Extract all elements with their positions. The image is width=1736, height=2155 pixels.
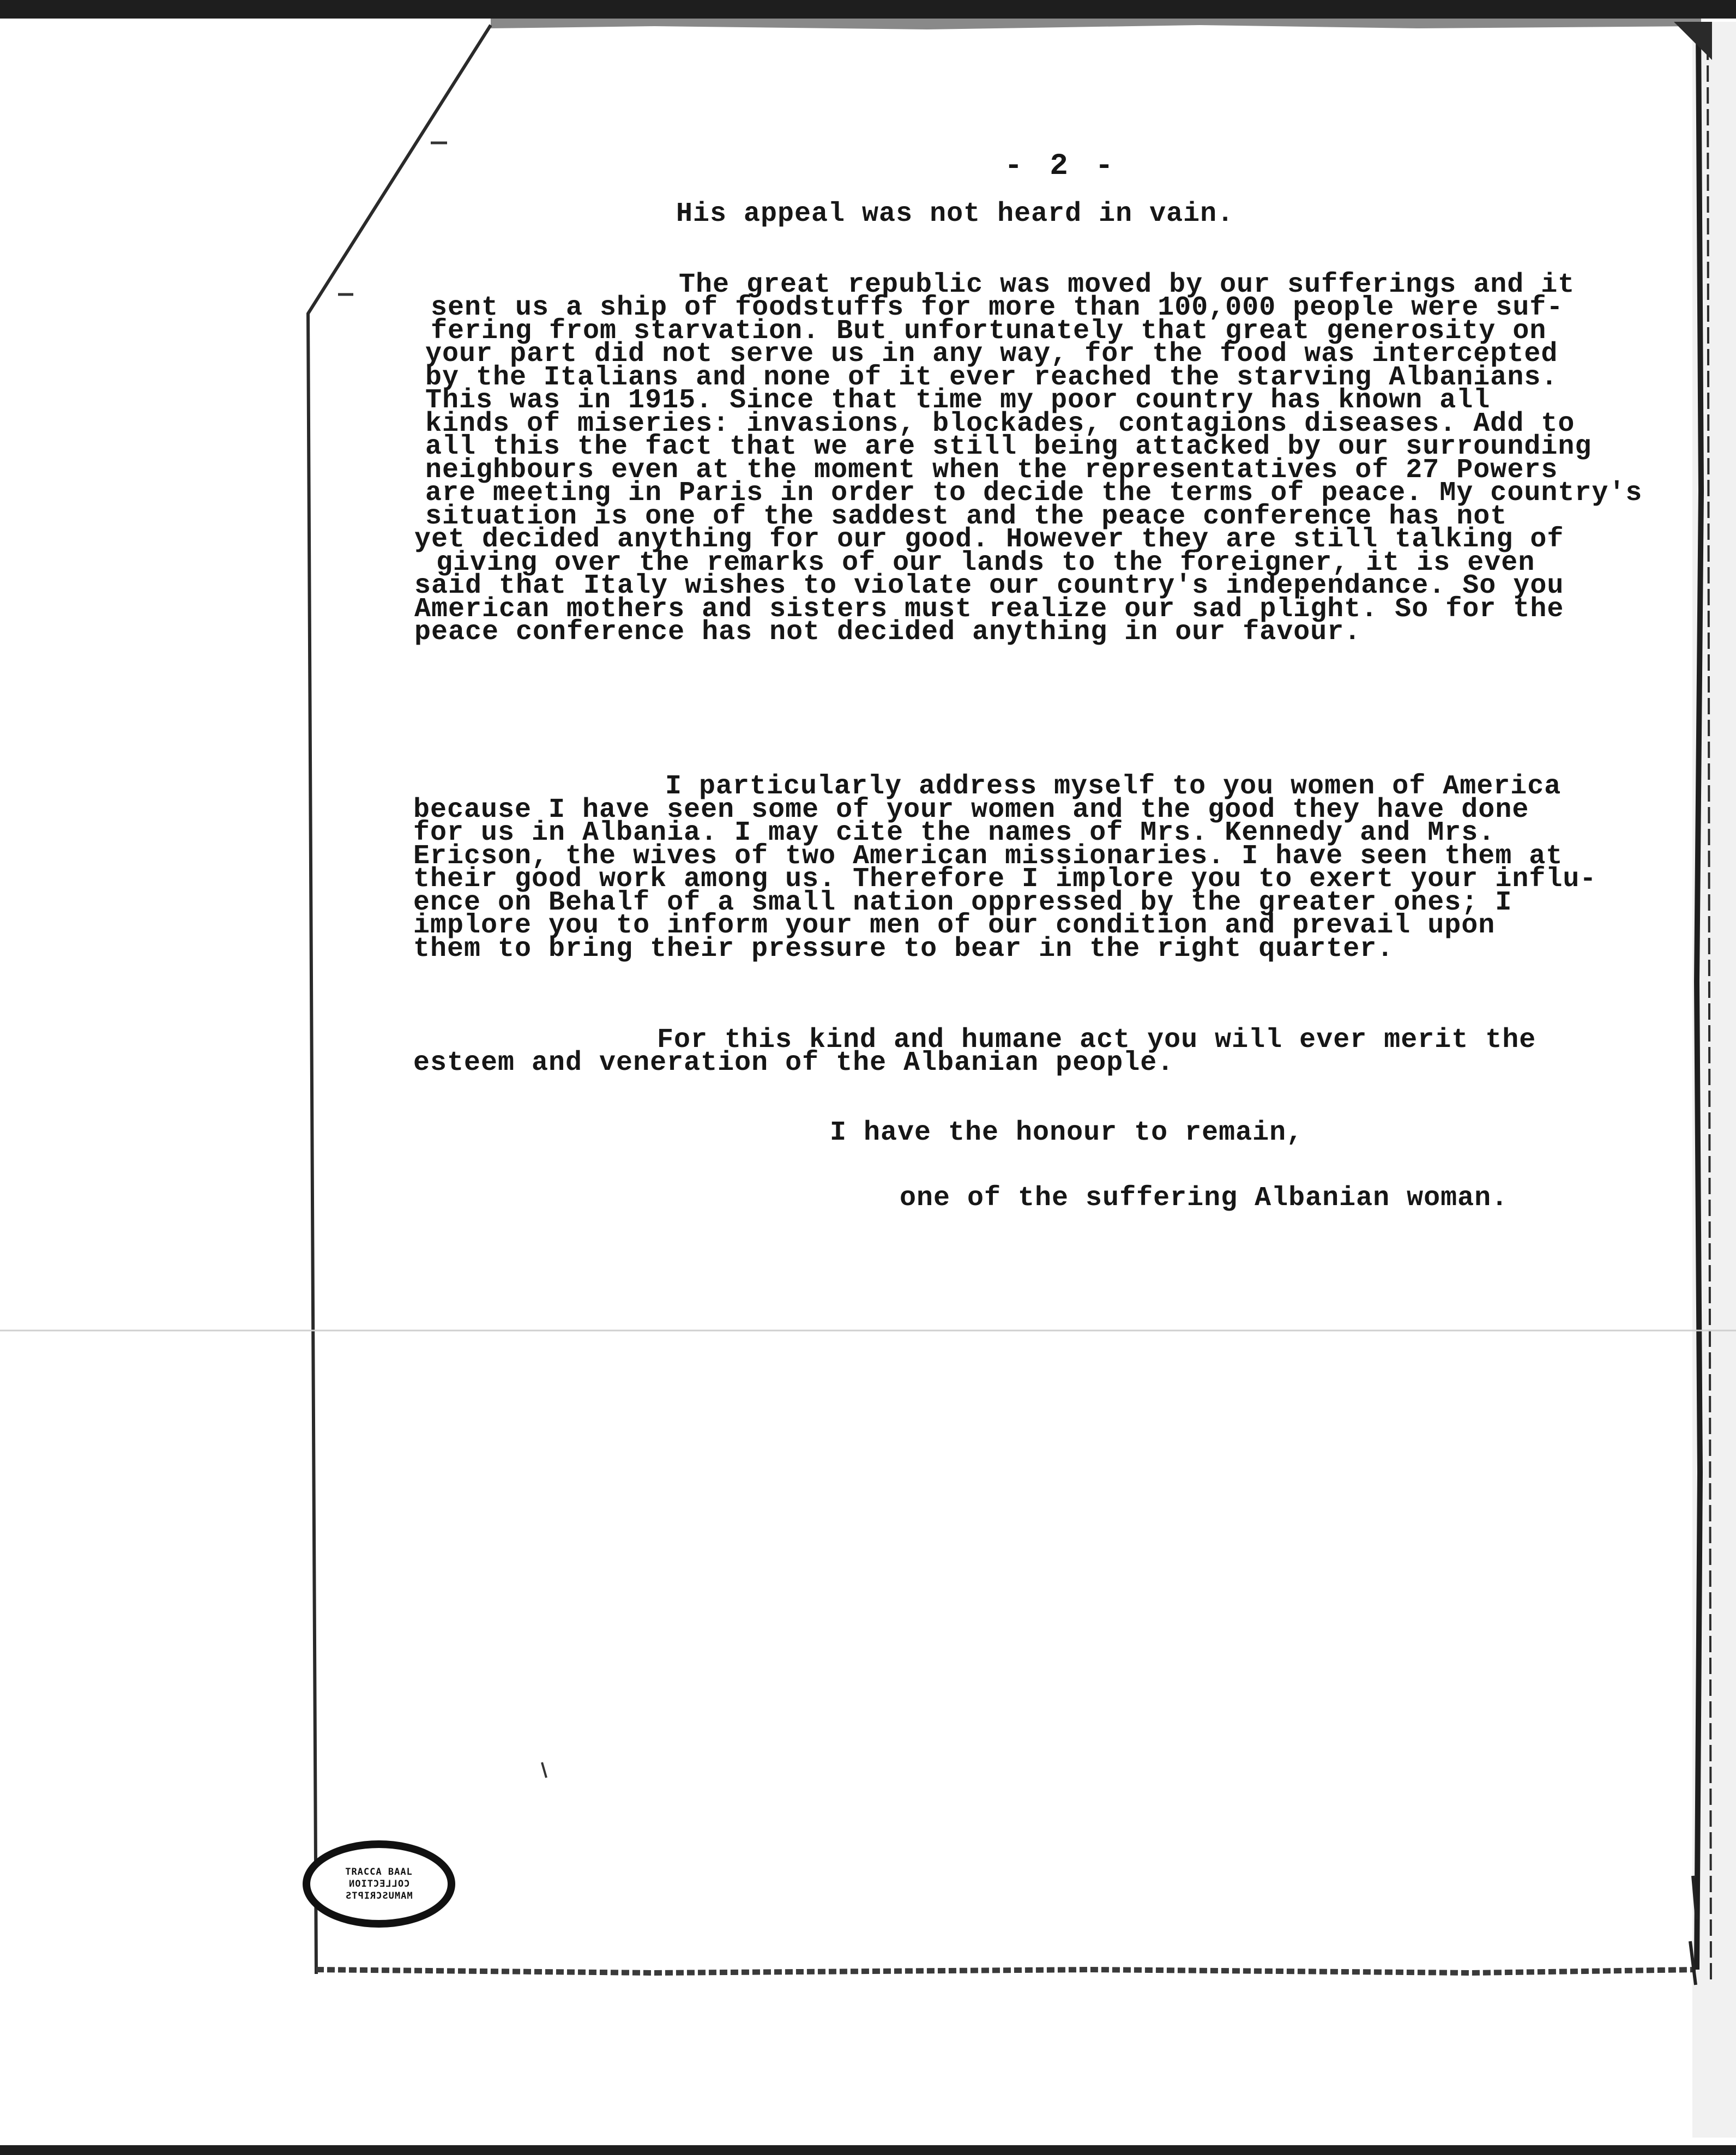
stamp-line: COLLECTION bbox=[348, 1879, 410, 1889]
body-line: ence on Behalf of a small nation oppressed by the greater ones; I bbox=[413, 887, 1512, 918]
body-line: for us in Albania. I may cite the names of Mrs. Kennedy and Mrs. bbox=[413, 817, 1496, 848]
body-line: This was in 1915. Since that time my poor country has known all bbox=[425, 385, 1491, 416]
body-line: The great republic was moved by our sufferings and it bbox=[679, 269, 1575, 300]
body-line: kinds of miseries: invasions, blockades, contagions diseases. Add to bbox=[425, 408, 1575, 440]
body-line: American mothers and sisters must realize our sad plight. So for the bbox=[414, 594, 1564, 625]
body-line: giving over the remarks of our lands to the foreigner, it is even bbox=[436, 547, 1535, 579]
body-line: peace conference has not decided anything in our favour. bbox=[414, 617, 1361, 648]
body-line: neighbours even at the moment when the representatives of 27 Powers bbox=[425, 455, 1558, 486]
archive-stamp bbox=[303, 1840, 455, 1928]
stamp-line: TRACCA BAAL bbox=[345, 1867, 413, 1877]
body-line: implore you to inform your men of our condition and prevail upon bbox=[413, 910, 1496, 941]
stamp-line: MAMUSCRIPTS bbox=[345, 1891, 413, 1901]
body-line: esteem and veneration of the Albanian people. bbox=[413, 1048, 1174, 1079]
body-line: situation is one of the saddest and the peace conference has not bbox=[425, 501, 1508, 532]
body-line: I particularly address myself to you women of America bbox=[665, 771, 1562, 802]
body-line: Ericson, the wives of two American missionaries. I have seen them at bbox=[413, 841, 1563, 872]
body-line: sent us a ship of foodstuffs for more than 100,000 people were suf- bbox=[431, 292, 1564, 323]
body-line: yet decided anything for our good. However they are still talking of bbox=[414, 524, 1564, 555]
body-line: because I have seen some of your women and the good they have done bbox=[413, 794, 1529, 826]
body-line: your part did not serve us in any way, for the food was intercepted bbox=[425, 339, 1558, 370]
body-line: by the Italians and none of it ever reached the starving Albanians. bbox=[425, 362, 1558, 393]
closing: I have the honour to remain, bbox=[830, 1117, 1304, 1148]
body-line: For this kind and humane act you will ever merit the bbox=[657, 1025, 1536, 1056]
body-line: their good work among us. Therefore I implore you to exert your influ- bbox=[413, 864, 1597, 895]
body-line: them to bring their pressure to bear in the right quarter. bbox=[413, 934, 1394, 965]
body-line: fering from starvation. But unfortunately that great generosity on bbox=[431, 316, 1547, 347]
body-line: His appeal was not heard in vain. bbox=[676, 198, 1234, 230]
signature: one of the suffering Albanian woman. bbox=[900, 1183, 1509, 1214]
body-line: are meeting in Paris in order to decide the terms of peace. My country's bbox=[425, 478, 1643, 509]
body-line: all this the fact that we are still being attacked by our surrounding bbox=[425, 431, 1592, 462]
body-line: said that Italy wishes to violate our country's independance. So you bbox=[414, 570, 1564, 601]
page-number: - 2 - bbox=[1004, 148, 1118, 183]
